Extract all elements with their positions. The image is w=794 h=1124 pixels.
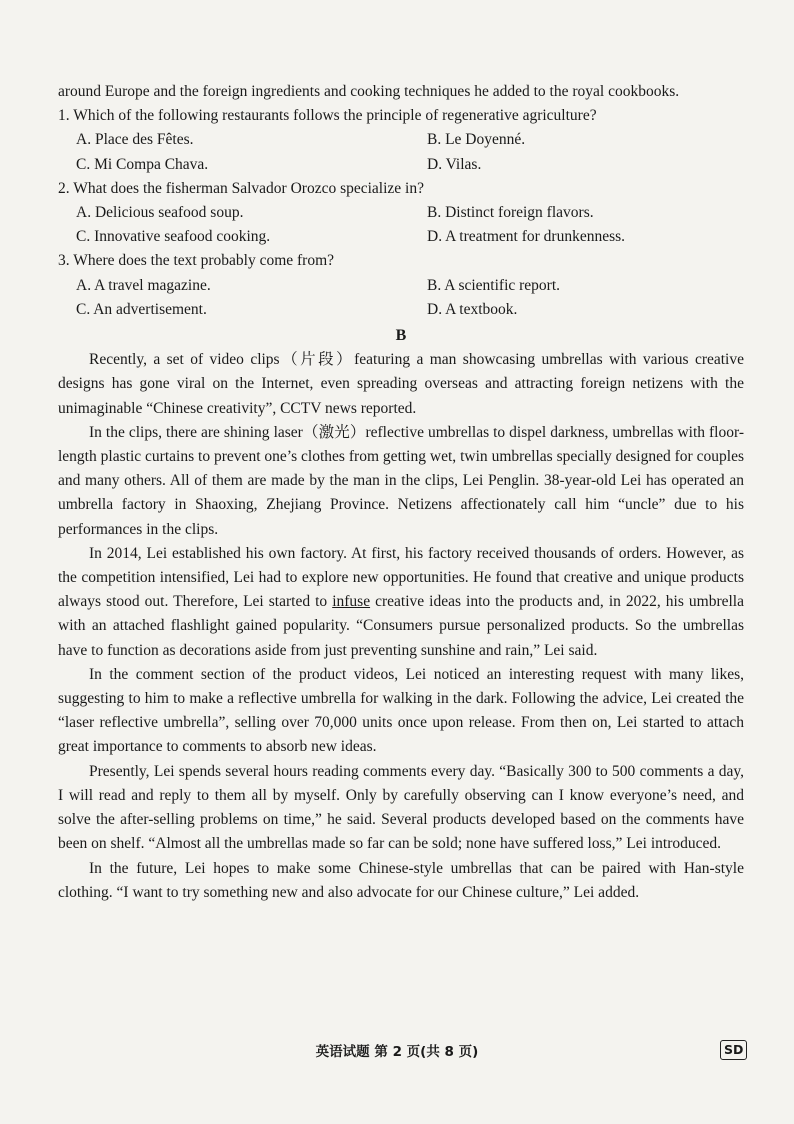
exam-page bbox=[58, 80, 744, 905]
question-stem: 2. What does the fisherman Salvador Orozco specialize in? bbox=[58, 179, 424, 197]
question-stem: 3. Where does the text probably come from? bbox=[58, 252, 335, 270]
paragraph-3 bbox=[58, 542, 744, 663]
option-d: D. Vilas. bbox=[427, 155, 482, 173]
region-badge: SD bbox=[720, 1040, 747, 1060]
question-2 bbox=[58, 177, 744, 250]
question-3 bbox=[58, 249, 744, 322]
option-d: D. A treatment for drunkenness. bbox=[427, 228, 626, 246]
option-d: D. A textbook. bbox=[427, 300, 518, 318]
paragraph-2: In the clips, there are shining laser（激光）reflective umbrellas to dispel darkness, umbrellas with floor-length plastic curtains to prevent one’s clothes from getting wet, twin umbrellas specially designed for couples and many others. All of them are made by the man in the clips, Lei Penglin. 38-year-old Lei has operated an umbrella factory in Shaoxing, Zhejiang Province. Netizens affectionately call him “uncle” due to his performances in the clips. bbox=[58, 423, 744, 538]
option-a: A. Delicious seafood soup. bbox=[76, 204, 244, 222]
option-list bbox=[58, 201, 744, 249]
question-stem: 1. Which of the following restaurants follows the principle of regenerative agriculture? bbox=[58, 107, 597, 125]
paragraph-6: In the future, Lei hopes to make some Chinese-style umbrellas that can be paired with Han-style clothing. “I want to try something new and also advocate for our Chinese culture,” Lei added. bbox=[58, 859, 744, 901]
option-c: C. An advertisement. bbox=[76, 300, 207, 318]
option-b: B. Le Doyenné. bbox=[427, 131, 526, 149]
paragraph-3-part-1: In 2014, Lei established his own factory. At first, his factory received thousands of orders. However, as the competition intensified, Lei had to explore new opportunities. He found that creative and unique products always stood out. Therefore, Lei started to bbox=[58, 544, 744, 611]
option-c: C. Innovative seafood cooking. bbox=[76, 228, 271, 246]
option-a: A. A travel magazine. bbox=[76, 276, 211, 294]
paragraph-4: In the comment section of the product videos, Lei noticed an interesting request with many likes, suggesting to him to make a reflective umbrella for walking in the dark. Following the advice, Lei created the “laser reflective umbrella”, selling over 70,000 units once upon release. From then on, Lei started to attach great importance to comments to absorb new ideas. bbox=[58, 665, 744, 756]
question-1 bbox=[58, 104, 744, 177]
passage-a-ending: around Europe and the foreign ingredients and cooking techniques he added to the royal cookbooks. bbox=[58, 83, 680, 100]
option-b: B. A scientific report. bbox=[427, 276, 561, 294]
section-title-b: B bbox=[395, 327, 407, 345]
page-footer: 英语试题 第 2 页(共 8 页) bbox=[315, 1044, 479, 1060]
paragraph-5: Presently, Lei spends several hours reading comments every day. “Basically 300 to 500 comments a day, I will read and reply to them all by myself. Only by carefully observing can I know everyone’s need, and solve the after-selling problems on time,” he said. Several products developed based on the comments have been on shelf. “Almost all the umbrellas made so far can be sold; none have suffered loss,” Lei introduced. bbox=[58, 762, 744, 853]
option-c: C. Mi Compa Chava. bbox=[76, 155, 209, 173]
option-list bbox=[58, 274, 744, 322]
option-a: A. Place des Fêtes. bbox=[76, 131, 194, 149]
underlined-word-infuse: infuse bbox=[332, 593, 371, 611]
paragraph-1: Recently, a set of video clips（片段）featuring a man showcasing umbrellas with various creative designs has gone viral on the Internet, even spreading overseas and attracting foreign netizens with the unimaginable “Chinese creativity”, CCTV news reported. bbox=[58, 351, 744, 417]
paragraph-3-part-2: creative ideas into the products and, in 2022, his umbrella with an attached flashlight gained popularity. “Consumers pursue personalized products. So the umbrellas have to function as decorations aside from just preventing sunshine and rain,” Lei said. bbox=[58, 593, 744, 659]
option-b: B. Distinct foreign flavors. bbox=[427, 204, 594, 222]
option-list bbox=[58, 128, 744, 176]
